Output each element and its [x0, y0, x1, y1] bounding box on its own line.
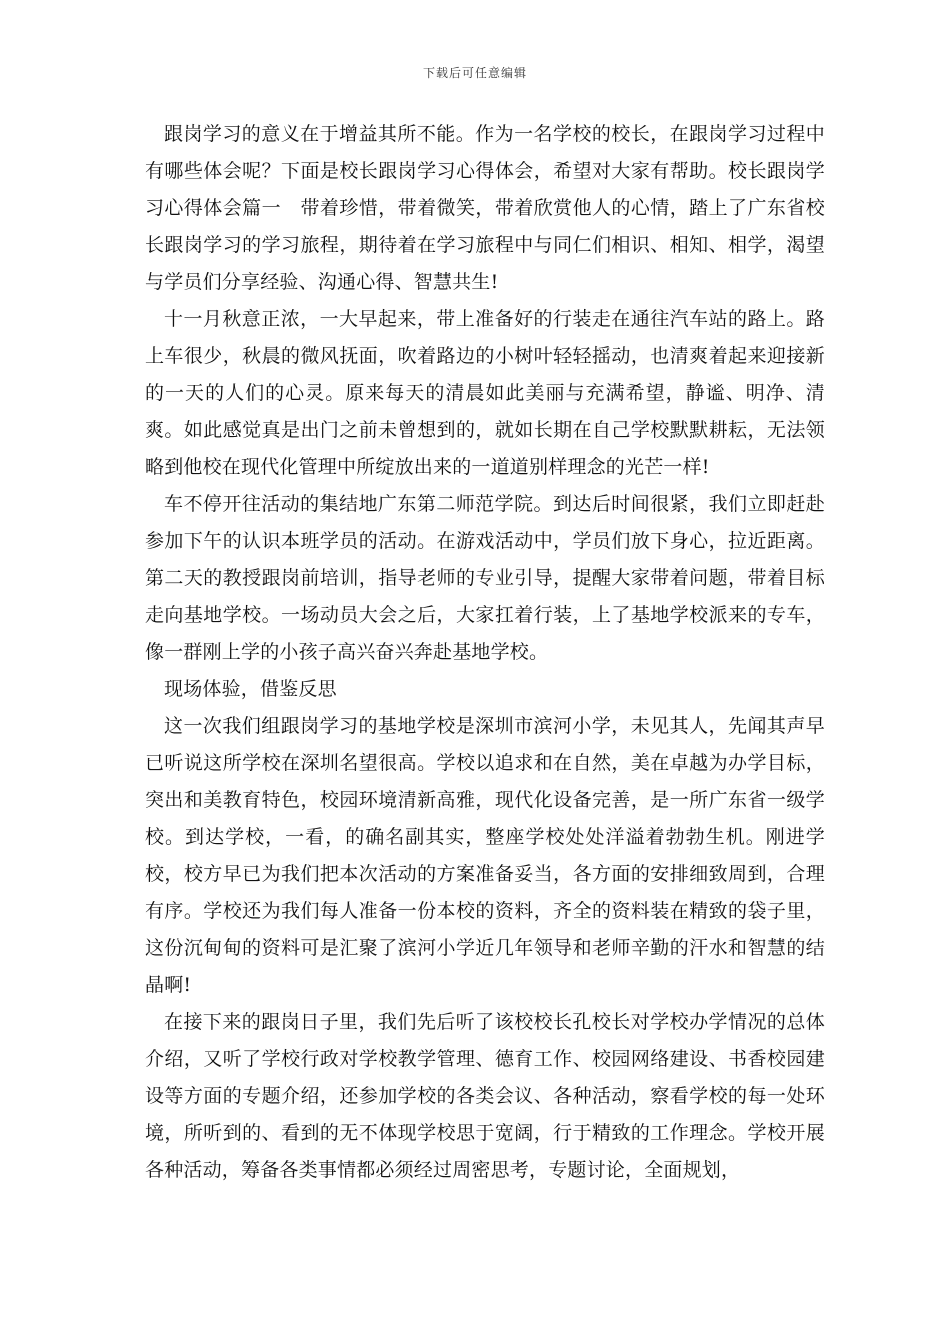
paragraph-intro: 跟岗学习的意义在于增益其所不能。作为一名学校的校长，在跟岗学习过程中有哪些体会呢？下面是校长跟岗学习心得体会，希望对大家有帮助。校长跟岗学习心得体会篇一 带着珍惜，带着微笑，带着欣赏他人的心情，踏上了广东省校长跟岗学习的学习旅程，期待着在学习旅程中与同仁们相识、相知、相学，渴望与学员们分享经验、沟通心得、智慧共生!	[145, 123, 825, 293]
paragraph-base-school: 这一次我们组跟岗学习的基地学校是深圳市滨河小学，未见其人，先闻其声早已听说这所学校在深圳名望很高。学校以追求和在自然，美在卓越为办学目标，突出和美教育特色，校园环境清新高雅，现代化设备完善，是一所广东省一级学校。到达学校，一看，的确名副其实，整座学校处处洋溢着勃勃生机。刚进学校，校方早已为我们把本次活动的方案准备妥当，各方面的安排细致周到，合理有序。学校还为我们每人准备一份本校的资料，齐全的资料装在精致的袋子里，这份沉甸甸的资料可是汇聚了滨河小学近几年领导和老师辛勤的汗水和智慧的结晶啊!	[145, 715, 825, 996]
paragraph-november-morning: 十一月秋意正浓，一大早起来，带上准备好的行装走在通往汽车站的路上。路上车很少，秋晨的微风抚面，吹着路边的小树叶轻轻摇动，也清爽着起来迎接新的一天的人们的心灵。原来每天的清晨如此美丽与充满希望，静谧、明净、清爽。如此感觉真是出门之前未曾想到的，就如长期在自己学校默默耕耘，无法领略到他校在现代化管理中所绽放出来的一道道别样理念的光芒一样!	[145, 308, 825, 478]
page-header: 下载后可任意编辑	[422, 66, 527, 80]
section-heading-onsite-experience: 现场体验，借鉴反思	[164, 678, 337, 700]
paragraph-arrival: 车不停开往活动的集结地广东第二师范学院。到达后时间很紧，我们立即赶赴参加下午的认识本班学员的活动。在游戏活动中，学员们放下身心，拉近距离。第二天的教授跟岗前培训，指导老师的专业引导，提醒大家带着问题，带着目标走向基地学校。一场动员大会之后，大家扛着行装，上了基地学校派来的专车，像一群刚上学的小孩子高兴奋兴奔赴基地学校。	[145, 493, 825, 663]
paragraph-following-days: 在接下来的跟岗日子里，我们先后听了该校校长孔校长对学校办学情况的总体介绍，又听了学校行政对学校教学管理、德育工作、校园网络建设、书香校园建设等方面的专题介绍，还参加学校的各类会议、各种活动，察看学校的每一处环境，所听到的、看到的无不体现学校思于宽阔，行于精致的工作理念。学校开展各种活动，筹备各类事情都必须经过周密思考，专题讨论，全面规划，	[145, 1011, 825, 1181]
document-body	[145, 116, 825, 1189]
